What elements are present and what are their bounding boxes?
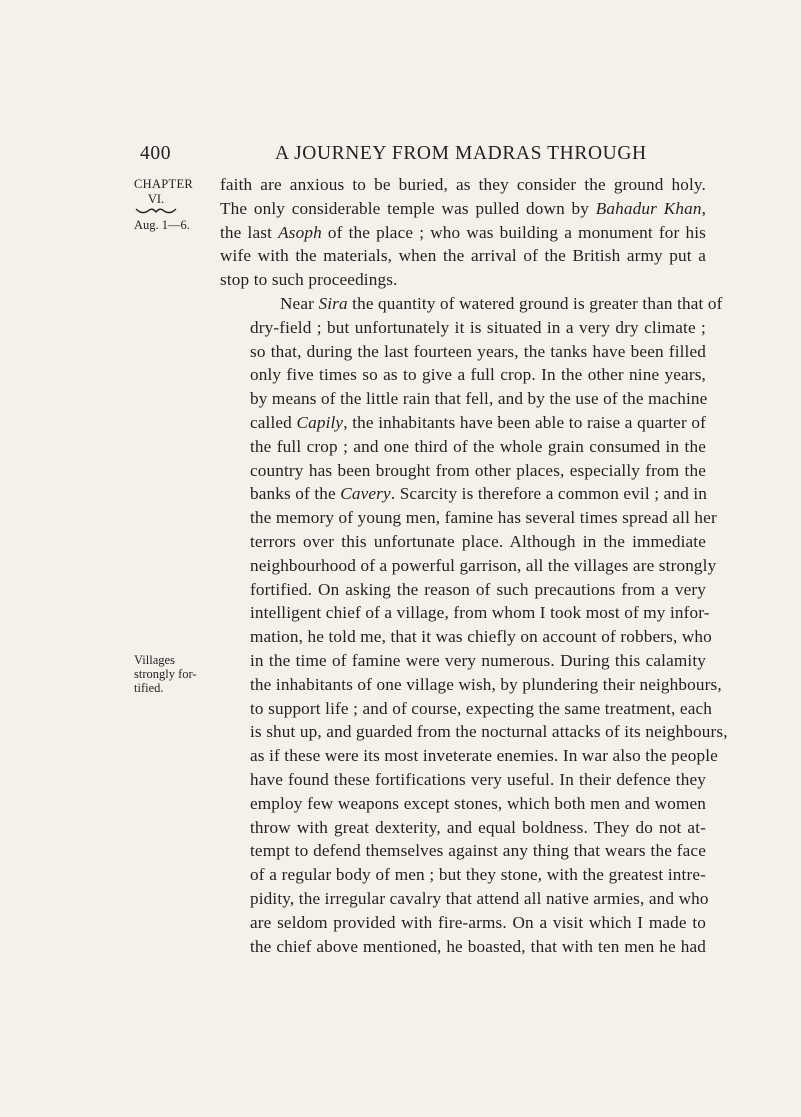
text-line: neighbourhood of a powerful garrison, all the villages are strongly xyxy=(250,555,717,575)
paragraph-2 xyxy=(220,292,728,958)
text-line: by means of the little rain that fell, and by the use of the machine xyxy=(250,389,708,409)
text-line: called Capily, the inhabitants have been able to raise a quarter of xyxy=(250,412,706,432)
chapter-number: VI. xyxy=(147,192,165,206)
text-line: only five times so as to give a full crop. In the other nine years, xyxy=(250,365,706,385)
proper-name: Cavery xyxy=(340,484,391,504)
body-text xyxy=(220,173,728,958)
text-line: of a regular body of men ; but they stone, with the greatest intre- xyxy=(250,865,706,885)
text-line: employ few weapons except stones, which both men and women xyxy=(250,793,706,813)
proper-name: Capily xyxy=(296,412,344,432)
text-line: fortified. On asking the reason of such precautions from a very xyxy=(250,579,706,599)
text-line: faith are anxious to be buried, as they consider the ground holy. xyxy=(220,175,706,194)
text-line: wife with the materials, when the arrival of the British army put a xyxy=(220,246,706,266)
proper-name: Sira xyxy=(318,293,348,313)
text-line: have found these fortifications very useful. In their defence they xyxy=(250,769,706,789)
chapter-margin-note xyxy=(134,177,210,232)
proper-name: Asoph xyxy=(278,222,322,242)
side-note: Villages strongly for-tified. xyxy=(134,653,197,695)
text-line: in the time of famine were very numerous. During this calamity xyxy=(250,650,706,670)
text-line: the last Asoph of the place ; who was building a monument for his xyxy=(220,222,706,242)
text-line: so that, during the last fourteen years, the tanks have been filled xyxy=(250,341,706,361)
proper-name: Bahadur Khan xyxy=(595,198,702,218)
text-line: intelligent chief of a village, from whom I took most of my infor- xyxy=(250,603,710,623)
text-line: pidity, the irregular cavalry that attend all native armies, and who xyxy=(250,888,709,908)
text-line: country has been brought from other places, especially from the xyxy=(250,460,706,480)
swash-ornament xyxy=(134,206,178,216)
text-line: mation, he told me, that it was chiefly on account of robbers, who xyxy=(250,627,712,647)
text-line: banks of the Cavery. Scarcity is therefore a common evil ; and in xyxy=(250,484,707,504)
text-line: the full crop ; and one third of the whole grain consumed in the xyxy=(250,436,706,456)
text-line: Near Sira the quantity of watered ground is greater than that of xyxy=(280,293,723,313)
text-line: throw with great dexterity, and equal boldness. They do not at- xyxy=(250,817,706,837)
text-line: tempt to defend themselves against any thing that wears the face xyxy=(250,841,706,861)
text-line: terrors over this unfortunate place. Although in the immediate xyxy=(250,531,706,551)
text-line: dry-field ; but unfortunately it is situated in a very dry climate ; xyxy=(250,317,706,337)
text-line: stop to such proceedings. xyxy=(220,270,398,290)
text-line: the memory of young men, famine has several times spread all her xyxy=(250,508,717,528)
text-line: to support life ; and of course, expecting the same treatment, each xyxy=(250,698,713,718)
text-line: the chief above mentioned, he boasted, that with ten men he had xyxy=(250,936,706,956)
running-title: A JOURNEY FROM MADRAS THROUGH xyxy=(275,143,647,164)
text-line: is shut up, and guarded from the nocturnal attacks of its neighbours, xyxy=(250,722,728,742)
chapter-label: CHAPTER xyxy=(134,177,194,191)
page-number: 400 xyxy=(140,143,172,164)
text-line: the inhabitants of one village wish, by plundering their neighbours, xyxy=(250,674,722,694)
text-line: are seldom provided with fire-arms. On a visit which I made to xyxy=(250,912,706,932)
text-line: The only considerable temple was pulled down by Bahadur Khan, xyxy=(220,198,707,218)
paragraph-1 xyxy=(220,173,706,292)
chapter-dates: Aug. 1—6. xyxy=(134,218,190,232)
text-line: as if these were its most inveterate enemies. In war also the people xyxy=(250,746,718,766)
